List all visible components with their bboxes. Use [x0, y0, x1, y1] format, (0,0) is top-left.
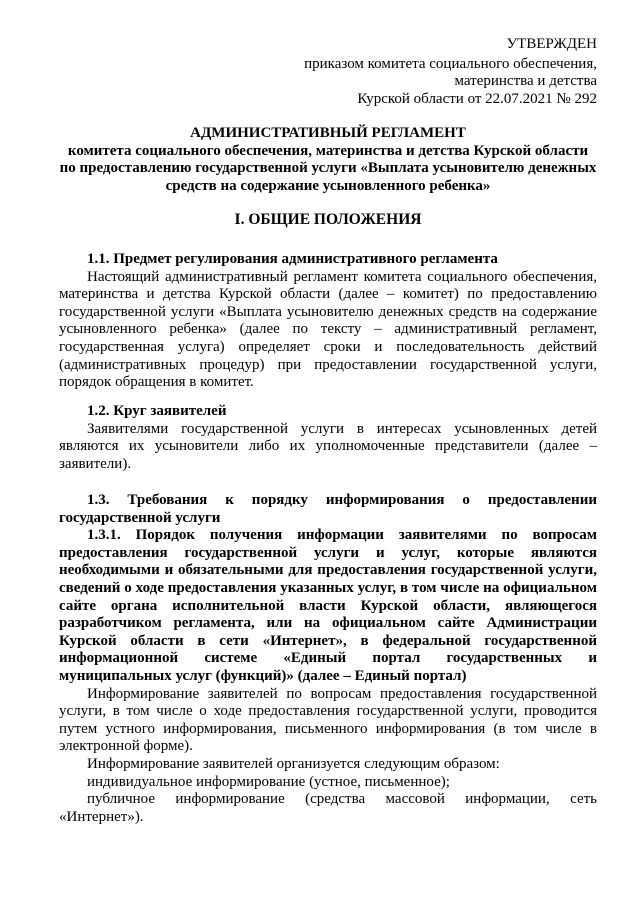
section-1-2-text: Заявителями государственной услуги в интересах усыновленных детей являются их усыновители либо их уполномоченные представители (далее – заявители).	[59, 420, 597, 472]
section-1-2	[59, 403, 597, 473]
section-1-3-paragraph-2: Информирование заявителей организуется следующим образом:	[87, 755, 500, 772]
section-1-3-heading: 1.3. Требования к порядку информирования о предоставлении государственной услуги	[59, 492, 597, 526]
section-1-3-1-heading: 1.3.1. Порядок получения информации заявителями по вопросам предоставления государственной услуги и услуг, которые являются необходимыми и обязательными для предоставления государственной услуги, сведений о ходе предоставления указанных услуг, в том числе на официальном сайте органа исполнительной власти Курской области, являющегося разработчиком регламента, или на официальном сайте Администрации Курской области в сети «Интернет», в федеральной государственной информационной системе «Единый портал государственных и муниципальных услуг (функций)» (далее – Единый портал)	[59, 527, 597, 684]
document-title	[59, 125, 597, 196]
section-1-3	[59, 492, 597, 826]
approval-stamp	[304, 36, 597, 108]
section-1-3-paragraph-4: публичное информирование (средства массовой информации, сеть «Интернет»).	[59, 791, 597, 825]
section-1-3-paragraph-3: индивидуальное информирование (устное, письменное);	[87, 773, 450, 790]
section-1-1-heading: 1.1. Предмет регулирования административного регламента	[87, 251, 498, 267]
document-title-subtitle: комитета социального обеспечения, материнства и детства Курской области по предоставлению государственной услуги «Выплата усыновителю денежных средств на содержание усыновленного ребенка»	[59, 142, 597, 195]
approval-line-3: Курской области от 22.07.2021 № 292	[357, 90, 597, 107]
approval-line-2: материнства и детства	[454, 73, 597, 90]
approval-label: УТВЕРЖДЕН	[506, 36, 597, 52]
section-1-2-heading: 1.2. Круг заявителей	[87, 403, 227, 419]
section-1-1-text: Настоящий административный регламент комитета социального обеспечения, материнства и детства Курской области (далее – комитет) по предоставлению государственной услуги «Выплата усыновителю денежных средств на содержание усыновленного ребенка» (далее по тексту – административный регламент, государственная услуга) определяет сроки и последовательность действий (административных процедур) при предоставлении государственной услуги, порядок обращения в комитет.	[59, 268, 597, 391]
document-title-main: АДМИНИСТРАТИВНЫЙ РЕГЛАМЕНТ	[190, 125, 466, 141]
approval-line-1: приказом комитета социального обеспечения,	[304, 55, 597, 72]
section-1-1	[59, 251, 597, 392]
section-1-3-paragraph-1: Информирование заявителей по вопросам предоставления государственной услуги, в том числе о ходе предоставления государственной услуги, проводится путем устного информирования, письменного информирования (в том числе в электронной форме).	[59, 685, 597, 755]
section-title: I. ОБЩИЕ ПОЛОЖЕНИЯ	[234, 211, 422, 228]
